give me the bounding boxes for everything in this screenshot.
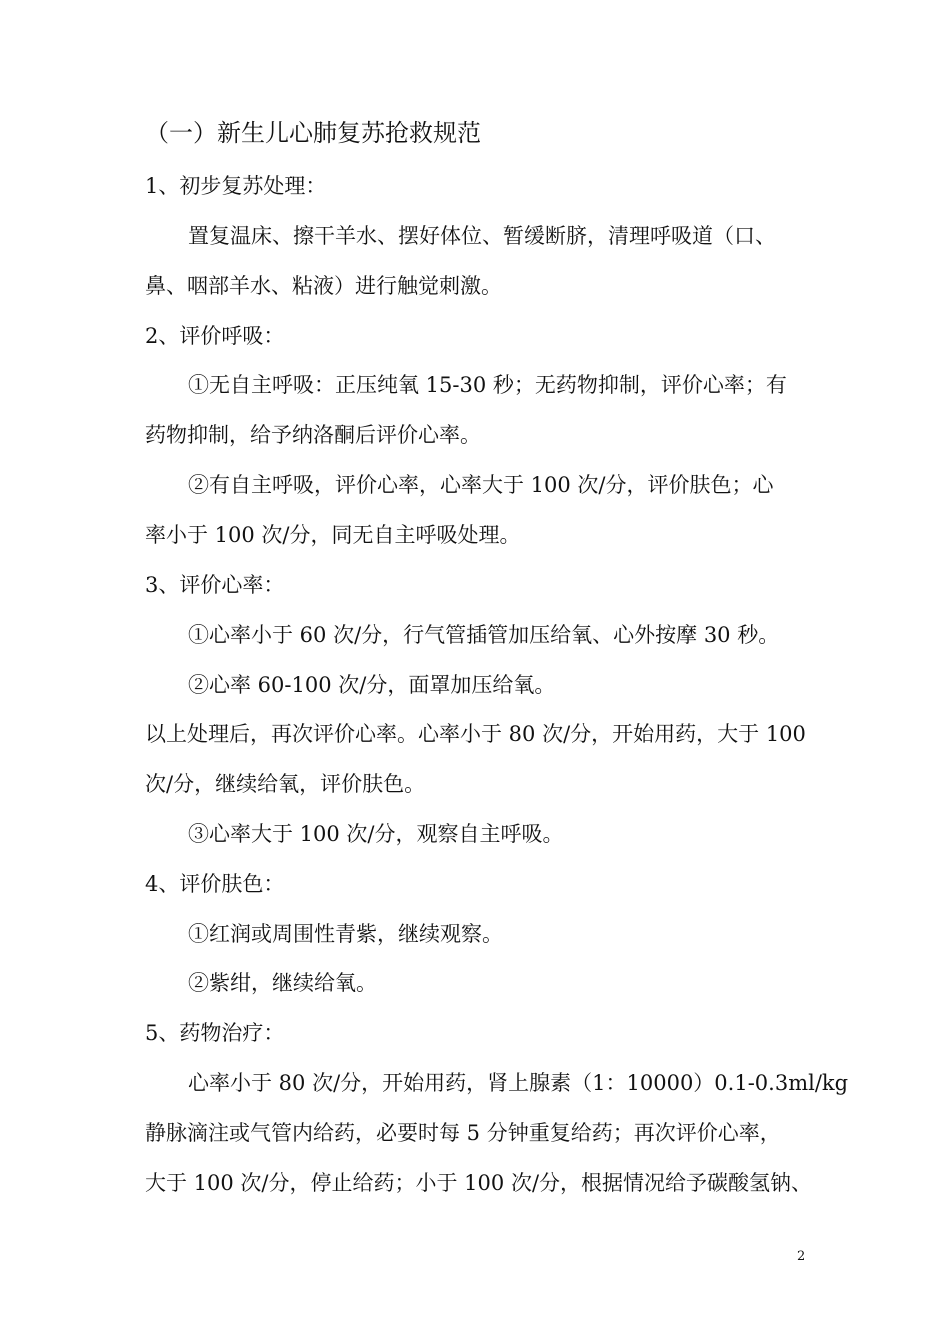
paragraph-line: 次/分，继续给氧，评价肤色。 bbox=[145, 772, 426, 796]
section-heading-2: 2、评价呼吸： bbox=[145, 324, 285, 348]
paragraph-line: 置复温床、擦干羊水、摆好体位、暂缓断脐，清理呼吸道（口、 bbox=[188, 224, 776, 248]
paragraph-line: ②紫绀，继续给氧。 bbox=[188, 971, 377, 995]
section-heading-5: 5、药物治疗： bbox=[145, 1021, 285, 1045]
section-heading-3: 3、评价心率： bbox=[145, 573, 285, 597]
paragraph-line: ②心率 60-100 次/分，面罩加压给氧。 bbox=[188, 673, 556, 697]
paragraph-line: ③心率大于 100 次/分，观察自主呼吸。 bbox=[188, 822, 564, 846]
paragraph-line: 药物抑制，给予纳洛酮后评价心率。 bbox=[145, 423, 481, 447]
document-title: （一）新生儿心肺复苏抢救规范 bbox=[145, 119, 481, 147]
section-heading-1: 1、初步复苏处理： bbox=[145, 174, 327, 198]
paragraph-line: 心率小于 80 次/分，开始用药，肾上腺素（1：10000）0.1-0.3ml/kg bbox=[188, 1071, 849, 1095]
paragraph-line: 静脉滴注或气管内给药，必要时每 5 分钟重复给药；再次评价心率， bbox=[145, 1121, 781, 1145]
paragraph-line: 以上处理后，再次评价心率。心率小于 80 次/分，开始用药，大于 100 bbox=[145, 722, 806, 746]
page-number: 2 bbox=[797, 1249, 806, 1264]
paragraph-line: ①无自主呼吸：正压纯氧 15-30 秒；无药物抑制，评价心率；有 bbox=[188, 373, 787, 397]
paragraph-line: 大于 100 次/分，停止给药；小于 100 次/分，根据情况给予碳酸氢钠、 bbox=[145, 1171, 813, 1195]
paragraph-line: ①红润或周围性青紫，继续观察。 bbox=[188, 922, 503, 946]
section-heading-4: 4、评价肤色： bbox=[145, 872, 285, 896]
paragraph-line: 率小于 100 次/分，同无自主呼吸处理。 bbox=[145, 523, 521, 547]
paragraph-line: ①心率小于 60 次/分，行气管插管加压给氧、心外按摩 30 秒。 bbox=[188, 623, 780, 647]
paragraph-line: 鼻、咽部羊水、粘液）进行触觉刺激。 bbox=[145, 274, 502, 298]
paragraph-line: ②有自主呼吸，评价心率，心率大于 100 次/分，评价肤色；心 bbox=[188, 473, 774, 497]
